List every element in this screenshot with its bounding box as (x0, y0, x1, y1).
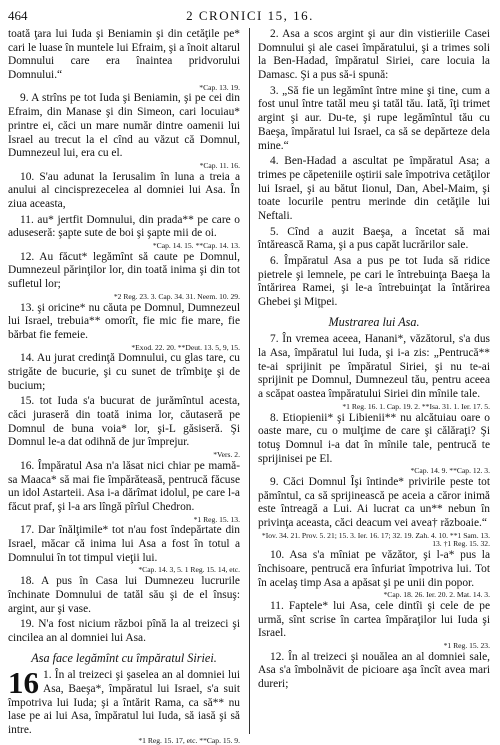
verse-text: 19. N'a fost nicium război pînă la al treizeci şi cincilea an al domniei lui Asa. (8, 618, 240, 644)
left-column (8, 28, 240, 745)
column-divider (249, 28, 250, 734)
verse-text: 1. În al treizeci şi şaselea an al domniei lui Asa, Baeşa*, împăratul lui Israel, s'a suit împotriva lui Iuda; şi a întărit Rama, ca să** nu lase pe ai lui Asa, împăratul lui Iuda, să iasă şi să intre. (8, 669, 240, 736)
cross-reference: *1 Reg. 15. 17, etc. **Cap. 15. 9. (138, 735, 240, 745)
verse-text: 5. Cînd a auzit Baeşa, a încetat să mai întărească Rama, şi a pus capăt lucrărilor sale. (258, 225, 490, 252)
verse-text: toată ţara lui Iuda şi Beniamin şi din cetăţile pe* cari le luase în muntele lui Efraim, şi a înoit altarul Domnului care era înaintea pridvorului Domnului.“ (8, 28, 240, 82)
verse-text: 4. Ben-Hadad a ascultat pe împăratul Asa; a trimes pe căpeteniile oştirii sale împotriva cetăţilor lui Israel, şi au bătut Iionul, Dan, Abel-Maim, şi toate locurile pentru merinde din cetăţile lui Neftali. (258, 155, 490, 222)
cross-reference: *Cap. 14. 15. **Cap. 14. 13. (152, 241, 240, 251)
cross-reference: *Exod. 22. 20. **Deut. 13. 5, 9, 15. (131, 342, 240, 352)
cross-reference: *Iov. 34. 21. Prov. 5. 21; 15. 3. Ier. 16. 17; 32. 19. Zah. 4. 10. **1 Sam. 13. 13. †1 Reg. 15. 32. (261, 530, 490, 549)
verse-text: 14. Au jurat credinţă Domnului, cu glas tare, cu strigăte de bucurie, şi cu sunet de trîmbiţe şi de bucium; (8, 352, 240, 392)
verse-text: 2. Asa a scos argint şi aur din vistieriile Casei Domnului şi ale casei împăratului, şi a trimes soli la Ben-Hadad, împăratul Siriei, care locuia la Damasc. Şi a pus să-i spună: (258, 28, 490, 82)
verse-text: 9. A strîns pe tot Iuda şi Beniamin, şi pe cei din Efraim, din Manase şi din Simeon, cari locuiau* printre ei, căci un mare număr dintre oamenii lui Israel au trecut la el cînd au văzut că Domnul, Dumnezeul lui, era cu el. (8, 92, 240, 160)
verse-text: 12. În al treizeci şi nouălea an al domniei sale, Asa s'a îmbolnăvit de picioare aşa încît avea mari dureri; (258, 650, 490, 691)
verse-text: 15. tot Iuda s'a bucurat de jurămîntul acesta, căci juraseră din toată inima lor, căutaseră pe Domnul de buna voia* lor, şi-L găsiseră. Şi Domnul le-a dat odihnă de jur împrejur. (8, 395, 240, 449)
cross-reference: *1 Reg. 15. 23. (443, 641, 490, 651)
page-number: 464 (8, 8, 28, 23)
verse-text: 11. Faptele* lui Asa, cele dintîi şi cele de pe urmă, sînt scrise în cartea împăraţilor lui Iuda şi Israel. (258, 599, 490, 640)
verse-text: 6. Împăratul Asa a pus pe tot Iuda să ridice pietrele şi lemnele, pe cari le întrebuinţa Baeşa la întărirea Ramei, şi le-a întrebuinţat la întărirea Ghebei şi Miţpei. (258, 255, 490, 309)
verse-text: 13. şi oricine* nu căuta pe Domnul, Dumnezeul lui Israel, trebuia** omorît, fie mic fie mare, fie bărbat fie femeie. (8, 301, 240, 341)
cross-reference: *2 Reg. 23. 3. Cap. 34. 31. Neem. 10. 29. (113, 291, 240, 301)
section-heading: Mustrarea lui Asa. (328, 314, 420, 329)
cross-reference: *Cap. 18. 26. Ier. 20. 2. Mat. 14. 3. (383, 590, 490, 600)
right-column (258, 28, 490, 694)
verse-text: 9. Căci Domnul Îşi întinde* privirile peste tot pămîntul, ca să sprijinească pe aceia a căror inimă este întreagă a Lui. Ai lucrat ca un** nebun în privinţa aceasta, căci deacum vei avea† războaie.“ (258, 476, 490, 530)
verse-text: 16. Împăratul Asa n'a lăsat nici chiar pe mamă-sa Maaca* să mai fie împărăteasă, pentrucă făcuse un idol Astarteii. Asa i-a dărîmat idolul, pe care l-a făcut praf, şi l-a ars lîngă pîrîul Chedron. (8, 459, 240, 513)
verse-text: 3. „Să fie un legămînt între mine şi tine, cum a fost unul între tatăl meu şi tatăl tău. Iată, îţi trimet argint şi aur. Du-te, şi rupe legămîntul tău cu Baeşa, împăratul lui Israel, ca să se depărteze dela mine.“ (258, 84, 490, 152)
cross-reference: *Cap. 13. 19. (199, 82, 240, 92)
cross-reference: *Vers. 2. (213, 450, 240, 460)
section-heading: Asa face legămînt cu împăratul Siriei. (31, 650, 217, 665)
cross-reference: *Cap. 11. 16. (199, 160, 240, 170)
verse-text: 10. S'au adunat la Ierusalim în luna a treia a anului al cincisprezecelea al domniei lui Asa. În ziua aceasta, (8, 170, 240, 210)
running-title: 2 CRONICI 15, 16. (186, 8, 314, 23)
cross-reference: *1 Reg. 15. 13. (193, 514, 240, 524)
verse-text: 8. Etiopienii* şi Libienii** nu alcătuiau oare o oaste mare, cu o mulţime de care şi călăraţi? Şi totuş Domnul i-a dat în mînile tale, pentrucă te sprijinisei pe El. (258, 411, 490, 465)
verse-text: 7. În vremea aceea, Hanani*, văzătorul, s'a dus la Asa, împăratul lui Iuda, şi i-a zis: „Pentrucă** te-ai sprijinit pe împăratul Siriei, şi nu te-ai sprijinit pe Domnul, Dumnezeul tău, pentru aceea a scăpat oastea împăratului Siriei din mînile tale. (258, 333, 490, 401)
chapter-start (8, 665, 240, 745)
verse-text: 10. Asa s'a mîniat pe văzător, şi l-a* pus la închisoare, pentrucă era înfuriat împotriva lui. Tot în acelaş timp Asa a apăsat şi pe unii din popor. (258, 549, 490, 589)
verse-text: 11. au* jertfit Domnului, din prada** pe care o aduseseră: şapte sute de boi şi şapte mii de oi. (8, 213, 240, 240)
verse-text: 17. Dar înălţimile* tot n'au fost îndepărtate din Israel, măcar că inima lui Asa a fost în totul a Domnului în tot timpul vieţii lui. (8, 524, 240, 564)
chapter-number: 16 (8, 665, 39, 701)
cross-reference: *1 Reg. 16. 1. Cap. 19. 2. **Isa. 31. 1. Ier. 17. 5. (342, 401, 490, 411)
cross-reference: *Cap. 14. 9. **Cap. 12. 3. (410, 466, 490, 476)
verse-text: 18. A pus în Casa lui Dumnezeu lucrurile închinate Domnului de tatăl său şi de el însuş: argint, aur şi vase. (8, 575, 240, 615)
verse-text: 12. Au făcut* legămînt să caute pe Domnul, Dumnezeul părinţilor lor, din toată inima şi din tot sufletul lor; (8, 250, 240, 291)
cross-reference: *Cap. 14. 3, 5. 1 Reg. 15. 14, etc. (138, 565, 240, 575)
